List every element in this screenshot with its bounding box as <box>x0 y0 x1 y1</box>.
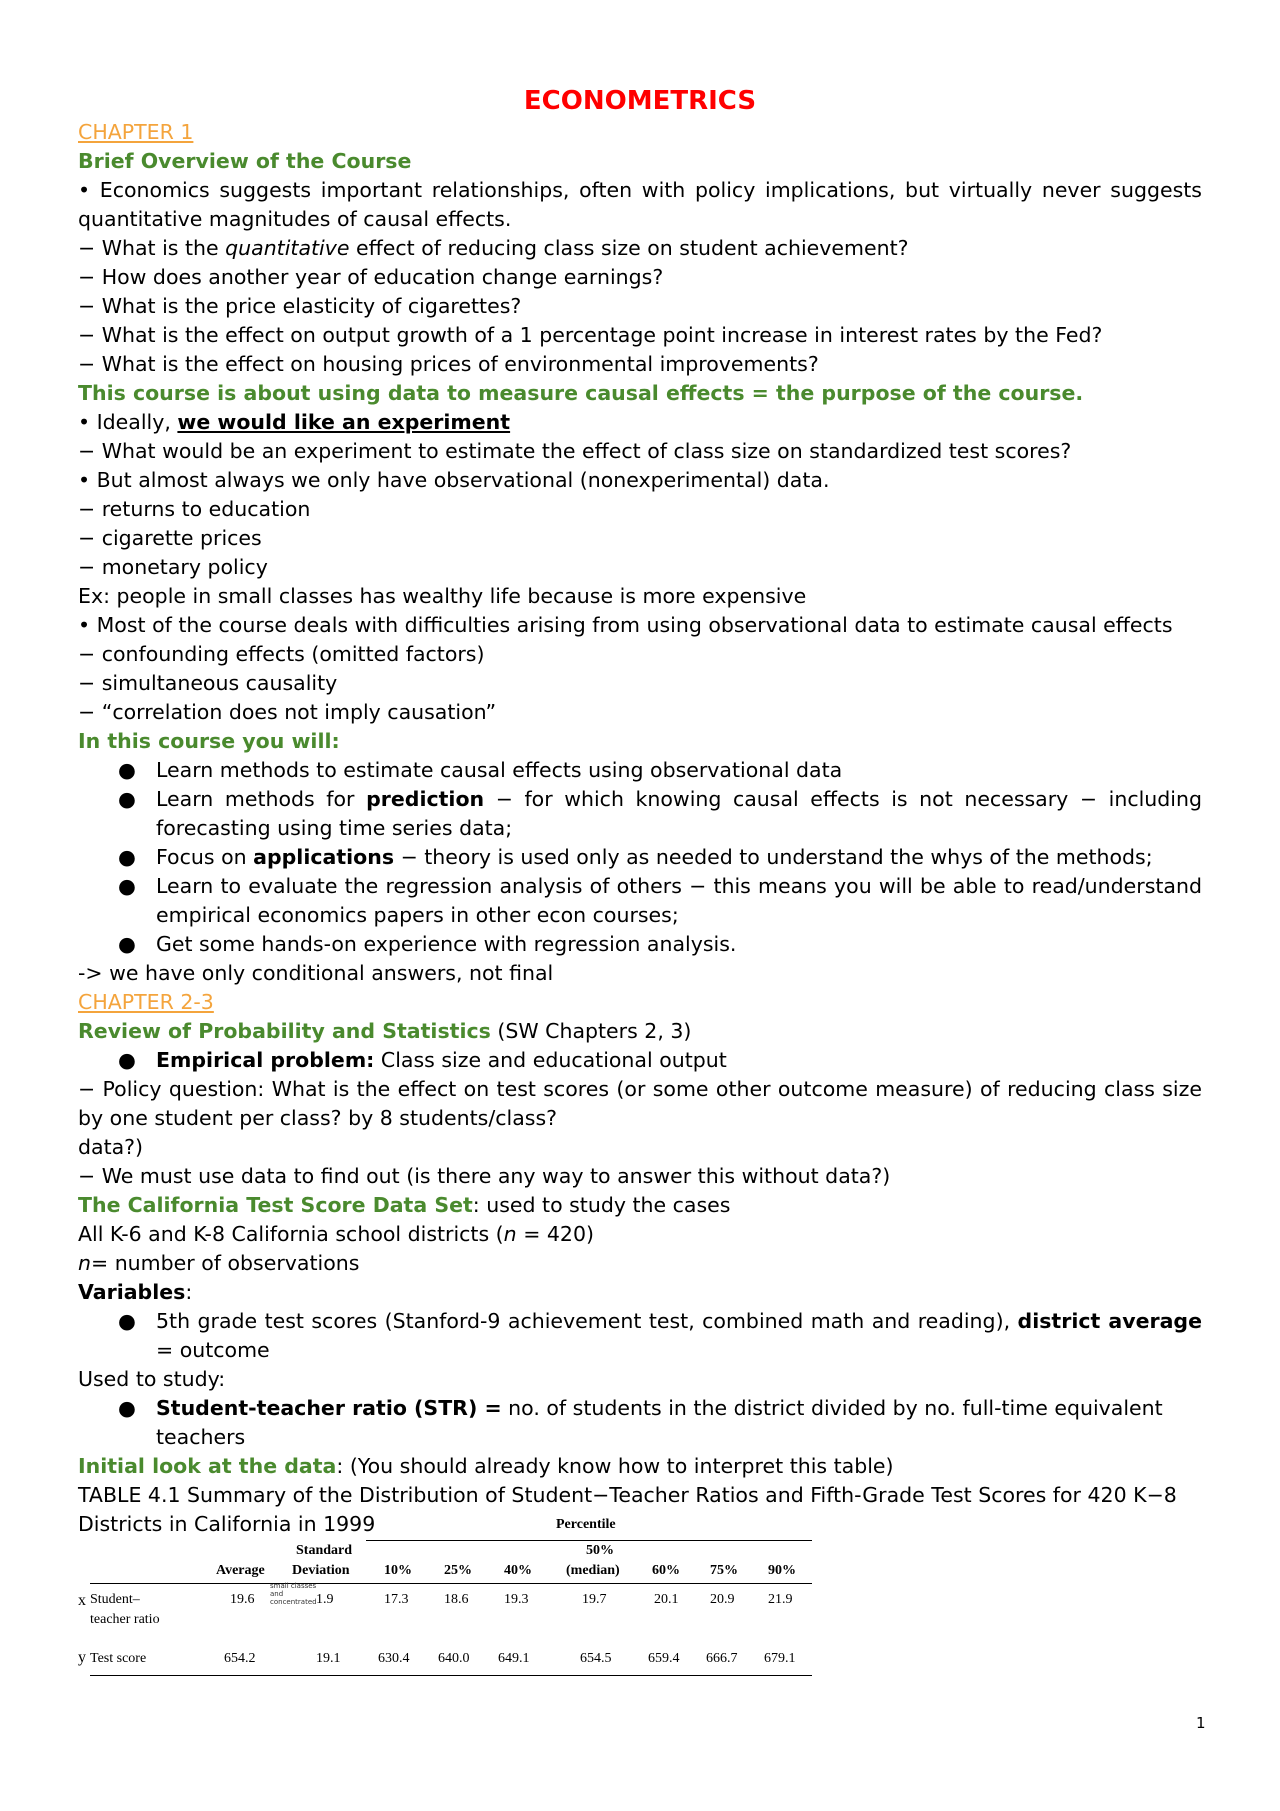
document-page <box>78 84 1202 1539</box>
row-label-str-2: teacher ratio <box>90 1612 160 1627</box>
observations-line: n= number of observations <box>78 1251 360 1275</box>
header-average: Average <box>216 1563 265 1578</box>
table-cell: 21.9 <box>768 1592 793 1607</box>
header-10: 10% <box>384 1563 412 1578</box>
table-cell: 18.6 <box>444 1592 469 1607</box>
goal-item: ● Get some hands-on experience with regression analysis. <box>78 930 1202 959</box>
table-cell: 640.0 <box>438 1651 470 1666</box>
table-cell: 666.7 <box>706 1651 738 1666</box>
header-90: 90% <box>768 1563 796 1578</box>
districts-line: All K-6 and K-8 California school districts (n = 420) <box>78 1222 595 1246</box>
difficulty-3: − “correlation does not imply causation” <box>78 700 497 724</box>
must-use-data: − We must use data to find out (is there any way to answer this without data?) <box>78 1164 891 1188</box>
summary-table <box>78 1517 812 1685</box>
difficulty-2: − simultaneous causality <box>78 671 338 695</box>
row-label-str-1: Student– <box>90 1592 140 1607</box>
bullet-icon: ● <box>118 1048 136 1072</box>
table-cell: 649.1 <box>498 1651 530 1666</box>
policy-question: − Policy question: What is the effect on test scores (or some other outcome measure) of reducing class size by one student per class? by 8 students/class? <box>78 1077 1202 1130</box>
goal-item: ● Learn methods to estimate causal effects using observational data <box>78 756 1202 785</box>
table-cell: 20.9 <box>710 1592 735 1607</box>
difficulties: • Most of the course deals with difficulties arising from using observational data to estimate causal effects <box>78 613 1173 637</box>
example-2: − cigarette prices <box>78 526 262 550</box>
chapter-1-label: CHAPTER 1 <box>78 120 194 144</box>
variable-item: ● 5th grade test scores (Stanford-9 achievement test, combined math and reading), district average = outcome <box>118 1309 1203 1362</box>
goal-item: ● Learn methods for prediction − for which knowing causal effects is not necessary − including forecasting using time series data; <box>118 787 1202 840</box>
table-cell: 20.1 <box>654 1592 679 1607</box>
example-note: Ex: people in small classes has wealthy life because is more expensive <box>78 584 807 608</box>
table-cell: 679.1 <box>764 1651 796 1666</box>
handwritten-note: concentrated <box>270 1598 317 1606</box>
course-goals-heading: In this course you will: <box>78 729 340 753</box>
header-25: 25% <box>444 1563 472 1578</box>
header-75: 75% <box>710 1563 738 1578</box>
page-number: 1 <box>1196 1714 1206 1732</box>
question-4: − What is the effect on output growth of a 1 percentage point increase in interest rates by the Fed? <box>78 323 1103 347</box>
header-50-2: (median) <box>566 1563 620 1578</box>
bullet-icon: ● <box>118 758 136 782</box>
chapter-2-3-heading: Review of Probability and Statistics (SW Chapters 2, 3) <box>78 1019 692 1043</box>
handwritten-x-mark: x <box>78 1592 86 1609</box>
goal-item: ● Focus on applications − theory is used only as needed to understand the whys of the methods; <box>78 843 1202 872</box>
bottom-rule <box>90 1675 812 1676</box>
chapter-1-heading: Brief Overview of the Course <box>78 149 412 173</box>
example-3: − monetary policy <box>78 555 268 579</box>
table-cell: 630.4 <box>378 1651 410 1666</box>
table-caption: TABLE 4.1 Summary of the Distribution of Student−Teacher Ratios and Fifth-Grade Test Scores for 420 K−8 Districts in California in 1999 <box>78 1483 1177 1536</box>
course-purpose: This course is about using data to measure causal effects = the purpose of the course. <box>78 381 1084 405</box>
question-2: − How does another year of education change earnings? <box>78 265 664 289</box>
experiment-question: − What would be an experiment to estimate the effect of class size on standardized test scores? <box>78 439 1072 463</box>
variables-heading: Variables: <box>78 1280 193 1304</box>
empirical-problem: ● Empirical problem: Class size and educational output <box>78 1046 1202 1075</box>
used-to-study: Used to study: <box>78 1367 226 1391</box>
percentile-rule <box>366 1540 812 1541</box>
bullet-icon: ● <box>118 1309 136 1333</box>
question-5: − What is the effect on housing prices of environmental improvements? <box>78 352 819 376</box>
data-question: data?) <box>78 1135 144 1159</box>
chapter-2-3-label: CHAPTER 2-3 <box>78 990 214 1014</box>
header-std-1: Standard <box>296 1543 353 1558</box>
table-cell: 19.7 <box>582 1592 607 1607</box>
bullet-icon: ● <box>118 932 136 956</box>
header-50-1: 50% <box>586 1543 614 1558</box>
table-cell: 654.2 <box>224 1651 256 1666</box>
ideal-experiment: • Ideally, we would like an experiment <box>78 410 511 434</box>
percentile-header: Percentile <box>556 1517 616 1532</box>
table-cell: 19.3 <box>504 1592 529 1607</box>
handwritten-note: and <box>270 1590 284 1598</box>
question-1: − What is the quantitative effect of reducing class size on student achievement? <box>78 236 909 260</box>
observational-data: • But almost always we only have observational (nonexperimental) data. <box>78 468 830 492</box>
handwritten-y-mark: y <box>78 1649 86 1666</box>
document-title: ECONOMETRICS <box>523 86 757 116</box>
bullet-icon: ● <box>118 787 136 811</box>
header-60: 60% <box>652 1563 680 1578</box>
question-3: − What is the price elasticity of cigarettes? <box>78 294 522 318</box>
difficulty-1: − confounding effects (omitted factors) <box>78 642 485 666</box>
header-std-2: Deviation <box>292 1563 350 1578</box>
header-rule <box>90 1583 812 1584</box>
bullet-icon: ● <box>118 1396 136 1420</box>
table-cell: 654.5 <box>580 1651 612 1666</box>
intro-paragraph: • Economics suggests important relationships, often with policy implications, but virtually never suggests quantitative magnitudes of causal effects. <box>78 178 1202 231</box>
handwritten-note: small classes <box>270 1582 317 1590</box>
table-cell: 659.4 <box>648 1651 680 1666</box>
row-label-test-score: Test score <box>90 1651 147 1666</box>
example-1: − returns to education <box>78 497 311 521</box>
table-cell: 19.6 <box>230 1592 255 1607</box>
conditional-note: -> we have only conditional answers, not final <box>78 961 554 985</box>
bullet-icon: ● <box>118 874 136 898</box>
str-item: ● Student-teacher ratio (STR) = no. of students in the district divided by no. full-time equivalent teachers <box>118 1396 1163 1449</box>
table-cell: 17.3 <box>384 1592 409 1607</box>
initial-look-line: Initial look at the data: (You should already know how to interpret this table) <box>78 1454 894 1478</box>
bullet-icon: ● <box>118 845 136 869</box>
data-set-line: The California Test Score Data Set: used to study the cases <box>78 1193 731 1217</box>
table-cell: 1.9 <box>316 1592 334 1607</box>
header-40: 40% <box>504 1563 532 1578</box>
goal-item: ● Learn to evaluate the regression analysis of others − this means you will be able to read/understand empirical economics papers in other econ courses; <box>118 874 1202 927</box>
table-cell: 19.1 <box>316 1651 341 1666</box>
